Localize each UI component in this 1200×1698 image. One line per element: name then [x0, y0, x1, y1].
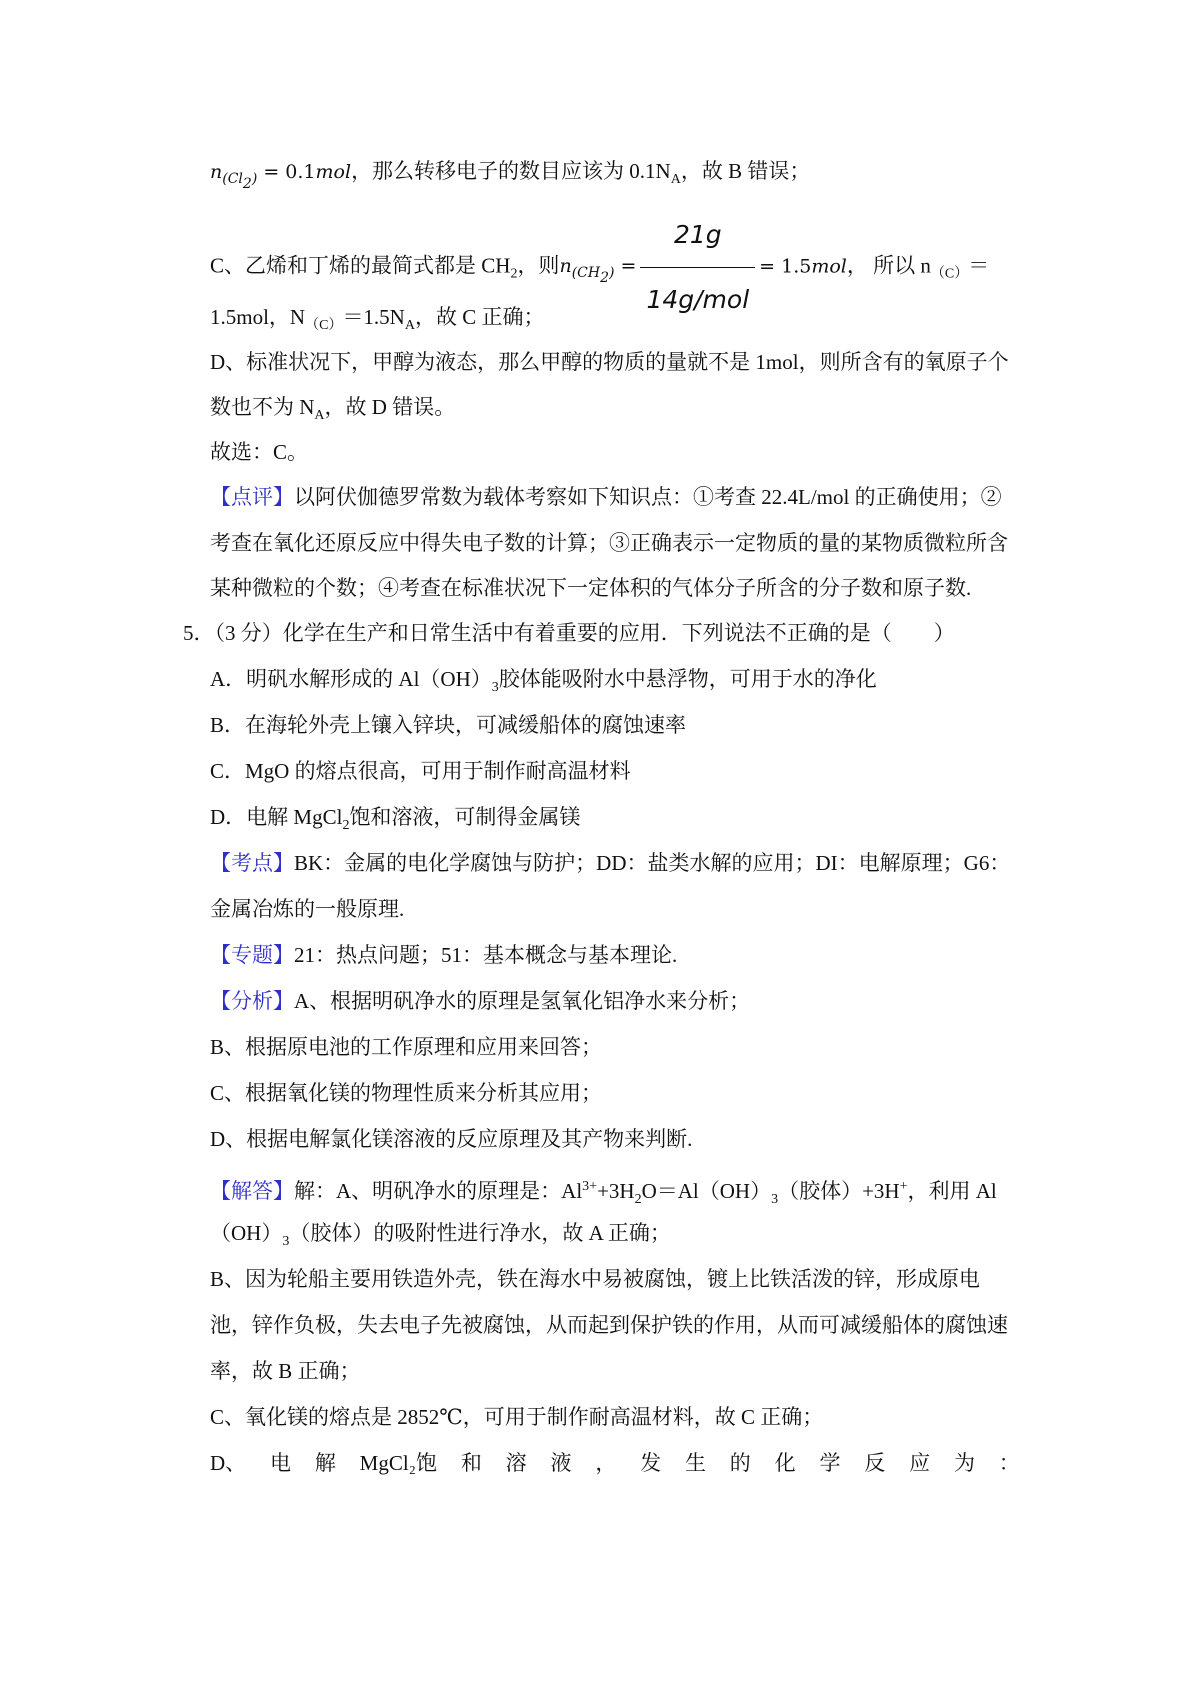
word: 电 — [270, 1451, 291, 1475]
kaodian-line: 【考点】BK：金属的电化学腐蚀与防护；DD：盐类水解的应用；DI：电解原理；G6： — [210, 851, 1011, 875]
formula-n-cl2: $n_{(Cl2)} = 0.1mol$ — [210, 161, 352, 192]
text-line: 率，故 B 正确； — [210, 1359, 361, 1383]
word: 液 — [550, 1451, 572, 1475]
word: 应 — [909, 1451, 931, 1475]
word: 学 — [819, 1451, 841, 1475]
text-line: 故选：C。 — [210, 440, 309, 464]
text-line: $(OH)_3$（胶体）的吸附性进行净水，故 A 正确； — [210, 1221, 671, 1249]
word: 溶 — [505, 1451, 527, 1475]
word: ： — [998, 1451, 1020, 1475]
jieda-line: 【解答】解：A、明矾净水的原理是：$Al^{3+}+3H_2O=Al(OH)_3$（胶体）+3H+，利用 Al — [210, 1179, 997, 1207]
section-tag-zhuanti: 【专题】 — [210, 943, 294, 967]
text-line: D、标准状况下，甲醇为液态，那么甲醇的物质的量就不是 1mol，则所含有的氧原子个 — [210, 350, 1009, 374]
text-line: 考查在氧化还原反应中得失电子数的计算；③正确表示一定物质的量的某物质微粒所含 — [210, 531, 1008, 555]
fenxi-line: 【分析】A、根据明矾净水的原理是氢氧化铝净水来分析； — [210, 989, 751, 1013]
word: D、 — [210, 1451, 247, 1475]
option-a: A．明矾水解形成的 $Al(OH)_3$胶体能吸附水中悬浮物，可用于水的净化 — [210, 667, 877, 695]
text-line: D、根据电解氯化镁溶液的反应原理及其产物来判断. — [210, 1127, 693, 1151]
word: 化 — [774, 1451, 796, 1475]
text-line: B、因为轮船主要用铁造外壳，铁在海水中易被腐蚀，镀上比铁活泼的锌，形成原电 — [210, 1267, 981, 1291]
text-line: 金属冶炼的一般原理. — [210, 897, 405, 921]
word: 生 — [684, 1451, 706, 1475]
word: 的 — [729, 1451, 751, 1475]
text-line: 某种微粒的个数；④考查在标准状况下一定体积的气体分子所含的分子数和原子数. — [210, 576, 972, 600]
option-c: C．MgO 的熔点很高，可用于制作耐高温材料 — [210, 759, 631, 783]
option-d: D．电解 MgCl$_2$饱和溶液，可制得金属镁 — [210, 805, 581, 833]
justified-text-line — [210, 1448, 1020, 1478]
word: 和 — [460, 1451, 482, 1475]
word: 解 — [314, 1451, 336, 1475]
text-line: C、乙烯和丁烯的最简式都是 $CH_2$，则$n_{(CH2)}$ = $\frac{21g}{\text{14g/mol}}$ = 1.5mol， 所以 $n_{(C)}=$ — [210, 205, 989, 330]
option-b: B．在海轮外壳上镶入锌块，可减缓船体的腐蚀速率 — [210, 713, 687, 737]
fraction: $\frac{21g}{\text{14g/mol}}$ — [640, 205, 755, 330]
formula-n-ch2: $n_{(CH2)}$ = — [559, 255, 637, 287]
comment-line: 【点评】以阿伏伽德罗常数为载体考察如下知识点：①考查 22.4L/mol 的正确使用；② — [210, 485, 1002, 509]
section-tag-kaodian: 【考点】 — [210, 851, 294, 875]
word: 发 — [640, 1451, 662, 1475]
text-line: B、根据原电池的工作原理和应用来回答； — [210, 1035, 603, 1059]
text-line: 池，锌作负极，失去电子先被腐蚀，从而起到保护铁的作用，从而可减缓船体的腐蚀速 — [210, 1313, 1008, 1337]
word: 反 — [864, 1451, 886, 1475]
text-line: C、根据氧化镁的物理性质来分析其应用； — [210, 1081, 603, 1105]
text-line: 数也不为 $N_A$，故 D 错误。 — [210, 395, 456, 423]
zhuanti-line: 【专题】21：热点问题；51：基本概念与基本理论. — [210, 943, 678, 967]
text-line: 1.5mol，$N_{(C)}=1.5N_A$，故 C 正确； — [210, 305, 545, 333]
section-tag-dianping: 【点评】 — [210, 485, 294, 509]
question-5-stem: 5．（3 分）化学在生产和日常生活中有着重要的应用．下列说法不正确的是（ ） — [183, 621, 955, 645]
text-line: C、氧化镁的熔点是 2852℃，可用于制作耐高温材料，故 C 正确； — [210, 1405, 824, 1429]
word: 为 — [953, 1451, 975, 1475]
word: ， — [595, 1451, 617, 1475]
word: MgCl₂饱 — [359, 1451, 437, 1475]
section-tag-fenxi: 【分析】 — [210, 989, 294, 1013]
text-line: $n_{(Cl2)} = 0.1mol$，那么转移电子的数目应该为 $0.1N_A$，故 B 错误； — [210, 159, 811, 192]
section-tag-jieda: 【解答】 — [210, 1179, 294, 1203]
